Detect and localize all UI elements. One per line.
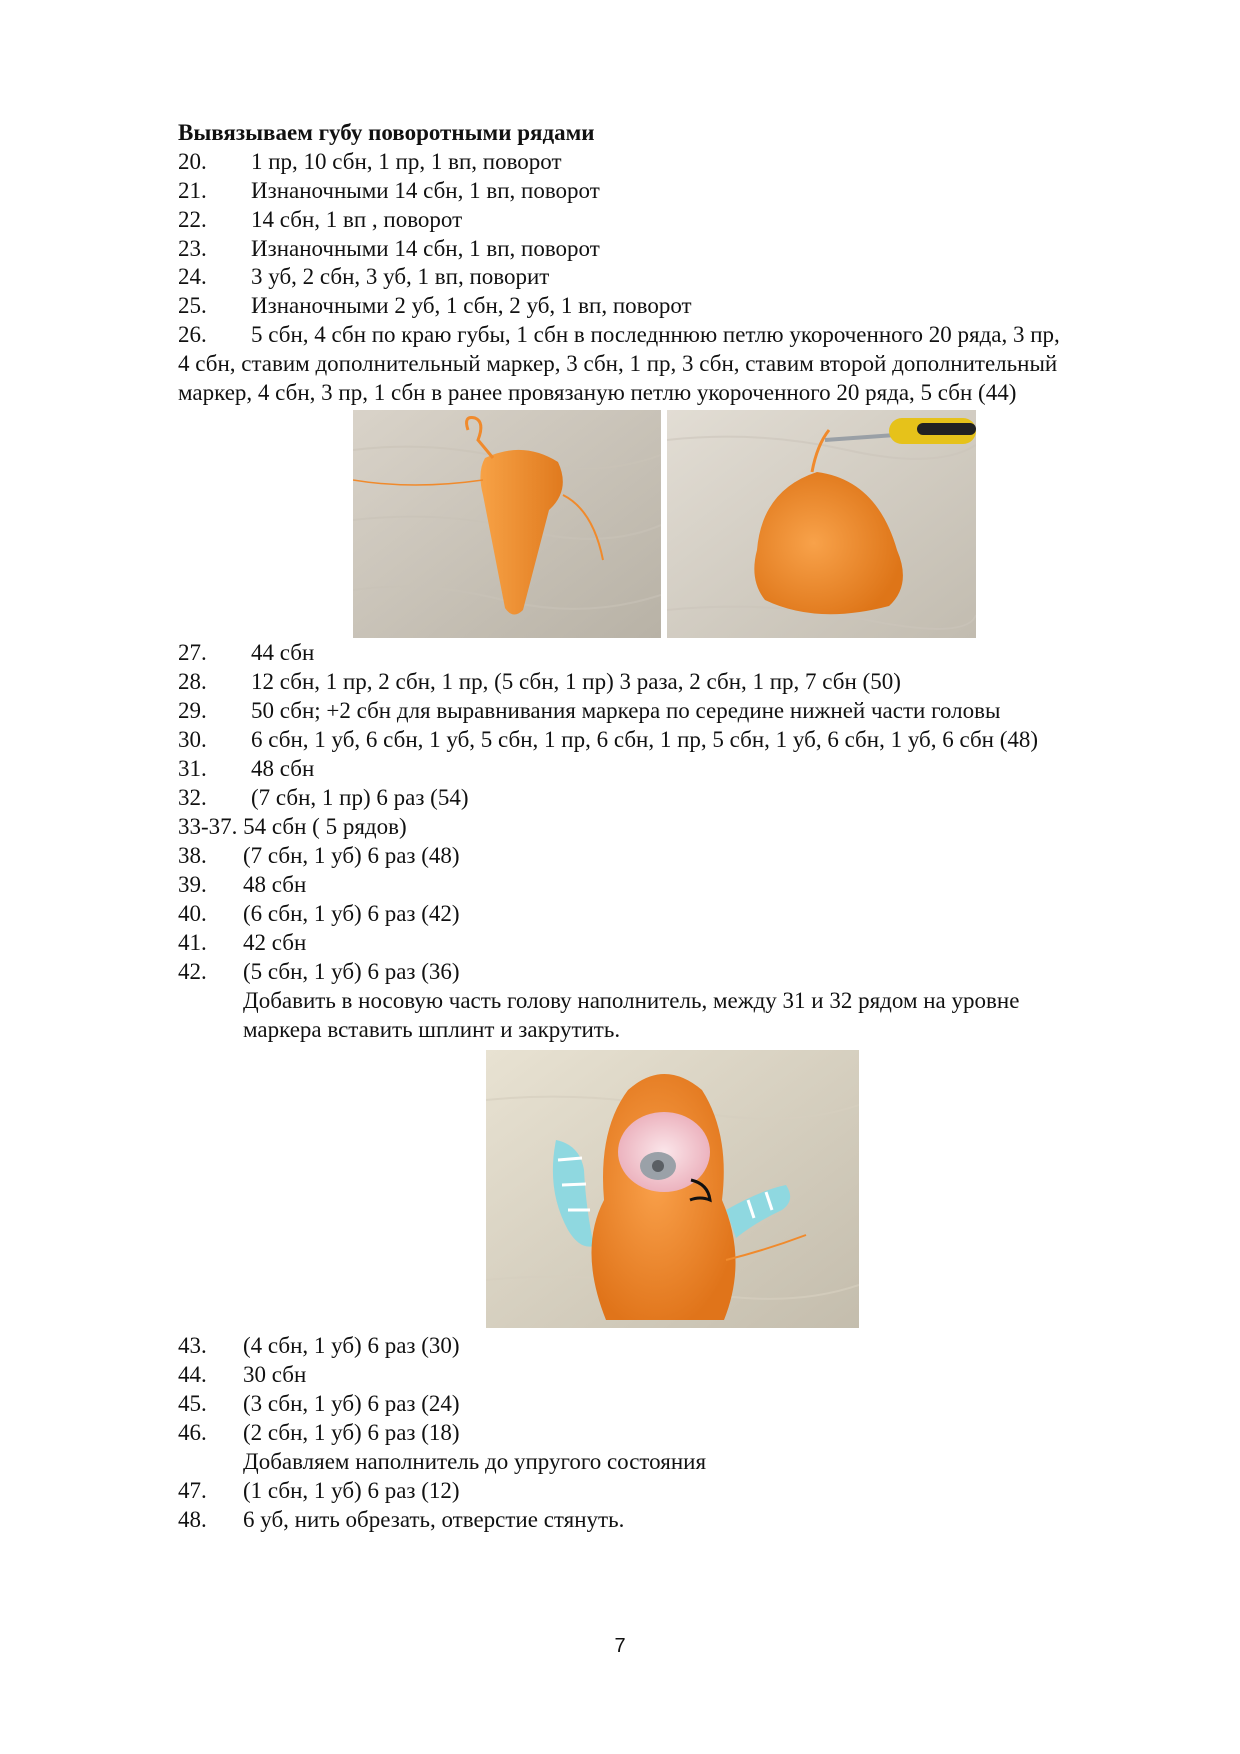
row-number: 38. — [178, 843, 207, 868]
row-number: 27. — [178, 640, 207, 665]
row-text: Изнаночными 14 сбн, 1 вп, поворот — [251, 236, 600, 261]
row-number: 20. — [178, 149, 207, 174]
row-number: 25. — [178, 293, 207, 318]
row-number: 40. — [178, 901, 207, 926]
row-number: 32. — [178, 785, 207, 810]
row-number: 42. — [178, 959, 207, 984]
row-number: 30. — [178, 727, 207, 752]
row-text: 6 уб, нить обрезать, отверстие стянуть. — [243, 1507, 625, 1532]
instruction-note: маркера вставить шплинт и закрутить. — [243, 1017, 621, 1042]
row-text: Изнаночными 14 сбн, 1 вп, поворот — [251, 178, 600, 203]
row-text: (7 сбн, 1 пр) 6 раз (54) — [251, 785, 469, 810]
row-number: 43. — [178, 1333, 207, 1358]
row-text: 42 сбн — [243, 930, 307, 955]
row-text: (2 сбн, 1 уб) 6 раз (18) — [243, 1420, 460, 1445]
row-text: 50 сбн; +2 сбн для выравнивания маркера по середине нижней части головы — [251, 698, 1001, 723]
row-number: 48. — [178, 1507, 207, 1532]
row-number: 46. — [178, 1420, 207, 1445]
row-number: 39. — [178, 872, 207, 897]
row-text: (7 сбн, 1 уб) 6 раз (48) — [243, 843, 460, 868]
row-number: 45. — [178, 1391, 207, 1416]
row-number: 23. — [178, 236, 207, 261]
row-number: 31. — [178, 756, 207, 781]
row-text: (4 сбн, 1 уб) 6 раз (30) — [243, 1333, 460, 1358]
row-number: 47. — [178, 1478, 207, 1503]
row-text: 6 сбн, 1 уб, 6 сбн, 1 уб, 5 сбн, 1 пр, 6 сбн, 1 пр, 5 сбн, 1 уб, 6 сбн, 1 уб, 6 сбн (48) — [251, 727, 1039, 752]
row-text-continuation: маркер, 4 сбн, 3 пр, 1 сбн в ранее провязаную петлю укороченного 20 ряда, 5 сбн (44) — [178, 380, 1017, 405]
row-text: 1 пр, 10 сбн, 1 пр, 1 вп, поворот — [251, 149, 562, 174]
row-text: 30 сбн — [243, 1362, 307, 1387]
row-number: 29. — [178, 698, 207, 723]
photo-nose-piece — [353, 410, 661, 638]
row-text: Изнаночными 2 уб, 1 сбн, 2 уб, 1 вп, поворот — [251, 293, 692, 318]
row-text: 44 сбн — [251, 640, 315, 665]
row-number: 28. — [178, 669, 207, 694]
row-text: 48 сбн — [251, 756, 315, 781]
row-number: 26. — [178, 322, 207, 347]
row-text: 14 сбн, 1 вп , поворот — [251, 207, 463, 232]
row-text: (5 сбн, 1 уб) 6 раз (36) — [243, 959, 460, 984]
row-text: 3 уб, 2 сбн, 3 уб, 1 вп, поворит — [251, 264, 550, 289]
row-text: 48 сбн — [243, 872, 307, 897]
row-text: (6 сбн, 1 уб) 6 раз (42) — [243, 901, 460, 926]
pattern-row-range: 33-37. 54 сбн ( 5 рядов) — [178, 814, 407, 839]
instruction-note: Добавить в носовую часть голову наполнитель, между 31 и 32 рядом на уровне — [243, 988, 1020, 1013]
section-heading: Вывязываем губу поворотными рядами — [178, 120, 595, 145]
page-number: 7 — [614, 1635, 626, 1657]
row-number: 44. — [178, 1362, 207, 1387]
row-text: 5 сбн, 4 сбн по краю губы, 1 сбн в последннюю петлю укороченного 20 ряда, 3 пр, — [251, 322, 1060, 347]
row-number: 21. — [178, 178, 207, 203]
instruction-note: Добавляем наполнитель до упругого состояния — [243, 1449, 707, 1474]
row-text: 12 сбн, 1 пр, 2 сбн, 1 пр, (5 сбн, 1 пр) 3 раза, 2 сбн, 1 пр, 7 сбн (50) — [251, 669, 901, 694]
photo-head-with-cotter-pin — [486, 1050, 859, 1328]
row-text: (1 сбн, 1 уб) 6 раз (12) — [243, 1478, 460, 1503]
row-number: 22. — [178, 207, 207, 232]
row-text-continuation: 4 сбн, ставим дополнительный маркер, 3 сбн, 1 пр, 3 сбн, ставим второй дополнительный — [178, 351, 1058, 376]
row-number: 24. — [178, 264, 207, 289]
row-number: 41. — [178, 930, 207, 955]
row-text: (3 сбн, 1 уб) 6 раз (24) — [243, 1391, 460, 1416]
photo-nose-knitting-with-hook — [667, 410, 976, 638]
